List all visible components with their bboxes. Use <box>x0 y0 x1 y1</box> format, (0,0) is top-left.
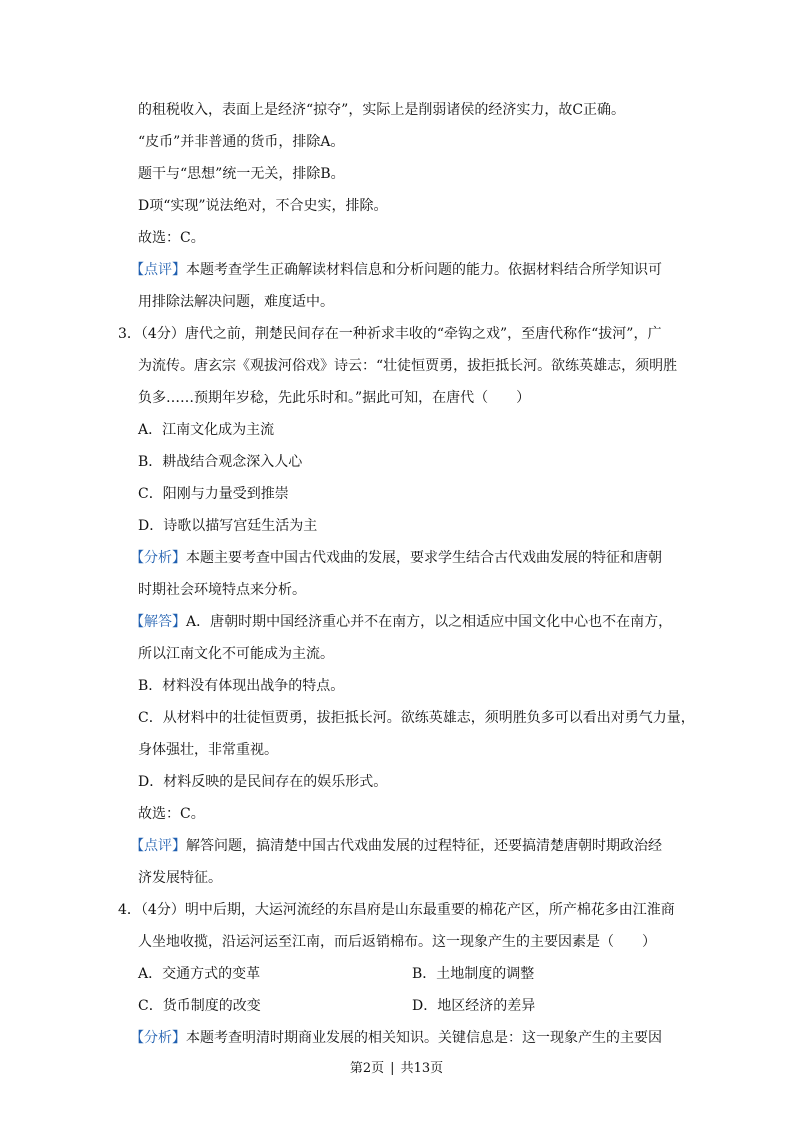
answer-text: A．唐朝时期中国经济重心并不在南方，以之相适应中国文化中心也不在南方， <box>186 614 673 630</box>
question-4-stem: 4．（4分）明中后期，大运河流经的东昌府是山东最重要的棉花产区，所产棉花多由江淮商 <box>118 902 675 918</box>
question-3-stem: 为流传。唐玄宗《观拔河俗戏》诗云：“壮徒恒贾勇，拔拒抵长河。欲练英雄志，须明胜 <box>138 358 678 374</box>
text-line: 用排除法解决问题，难度适中。 <box>138 294 334 310</box>
option-a: A．江南文化成为主流 <box>138 422 275 438</box>
text-line: 时期社会环境特点来分析。 <box>138 582 306 598</box>
answer-line <box>130 612 672 632</box>
text-line: 所以江南文化不可能成为主流。 <box>138 646 334 662</box>
text-line: 故选：C。 <box>138 806 205 822</box>
analysis-line <box>130 548 662 568</box>
text-line: 的租税收入，表面上是经济“掠夺”，实际上是削弱诸侯的经济实力，故C正确。 <box>138 102 626 118</box>
analysis-line <box>130 1028 662 1048</box>
text-line: “皮币”并非普通的货币，排除A。 <box>138 134 345 150</box>
option-c: C．阳刚与力量受到推崇 <box>138 486 289 502</box>
comment-line <box>130 260 662 280</box>
comment-text: 本题考查学生正确解读材料信息和分析问题的能力。依据材料结合所学知识可 <box>186 262 662 278</box>
text-line: 题干与“思想”统一无关，排除B。 <box>138 166 345 182</box>
analysis-text: 本题主要考查中国古代戏曲的发展，要求学生结合古代戏曲发展的特征和唐朝 <box>186 550 662 566</box>
answer-tag: 【解答】 <box>130 614 186 630</box>
page-footer <box>0 1060 793 1078</box>
option-b: B．土地制度的调整 <box>412 966 535 982</box>
question-3-stem: 负多……预期年岁稔，先此乐时和。”据此可知，在唐代（ ） <box>138 390 531 406</box>
option-d: D．地区经济的差异 <box>412 998 536 1014</box>
text-line: B．材料没有体现出战争的特点。 <box>138 678 345 694</box>
comment-tag: 【点评】 <box>130 838 186 854</box>
comment-text: 解答问题，搞清楚中国古代戏曲发展的过程特征，还要搞清楚唐朝时期政治经 <box>186 838 662 854</box>
analysis-tag: 【分析】 <box>130 550 186 566</box>
text-line: 身体强壮，非常重视。 <box>138 742 278 758</box>
page-number: 第2页 <box>349 1061 385 1076</box>
analysis-text: 本题考查明清时期商业发展的相关知识。关键信息是：这一现象产生的主要因 <box>186 1030 662 1046</box>
text-line: C．从材料中的壮徒恒贾勇，拔拒抵长河。欲练英雄志，须明胜负多可以看出对勇气力量， <box>138 710 695 726</box>
comment-tag: 【点评】 <box>130 262 186 278</box>
option-c: C．货币制度的改变 <box>138 998 261 1014</box>
text-line: 故选：C。 <box>138 230 205 246</box>
analysis-tag: 【分析】 <box>130 1030 186 1046</box>
question-3-stem: 3．（4分）唐代之前，荆楚民间存在一种祈求丰收的“牵钩之戏”，至唐代称作“拔河”，广 <box>118 326 662 342</box>
text-line: 济发展特征。 <box>138 870 222 886</box>
text-line: D．材料反映的是民间存在的娱乐形式。 <box>138 774 388 790</box>
footer-separator: | <box>390 1061 395 1076</box>
question-4-stem: 人坐地收揽，沿运河运至江南，而后返销棉布。这一现象产生的主要因素是（ ） <box>138 934 656 950</box>
option-b: B．耕战结合观念深入人心 <box>138 454 303 470</box>
comment-line <box>130 836 662 856</box>
page-total: 共13页 <box>400 1061 444 1076</box>
option-a: A．交通方式的变革 <box>138 966 261 982</box>
option-d: D．诗歌以描写宫廷生活为主 <box>138 518 318 534</box>
text-line: D项“实现”说法绝对，不合史实，排除。 <box>138 198 388 214</box>
